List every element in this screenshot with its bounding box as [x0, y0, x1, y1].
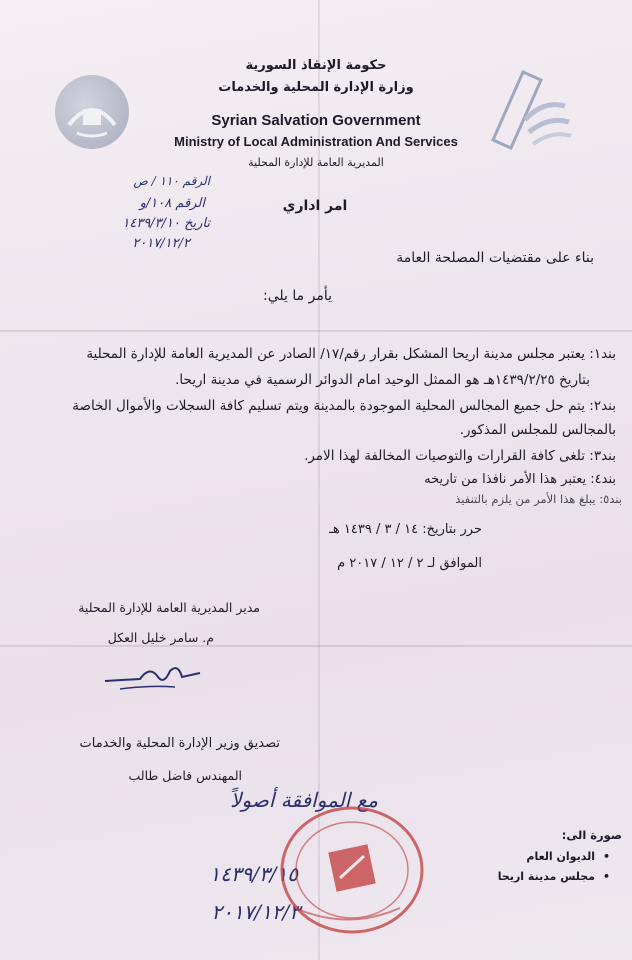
document-title: امر اداري	[282, 198, 348, 214]
header-english-line2: Ministry of Local Administration And Services	[174, 134, 458, 149]
director-signature	[100, 655, 210, 695]
clause-4: بند٤: يعتبر هذا الأمر نافذا من تاريخه	[424, 472, 616, 487]
reference-hijri-date: تاريخ ١٤٣٩/٣/١٠	[122, 216, 210, 231]
preamble: بناء على مقتضيات المصلحة العامة	[396, 250, 594, 266]
issued-hijri: حرر بتاريخ: ١٤ / ٣ / ١٤٣٩ هـ	[329, 522, 482, 537]
paper-fold	[0, 645, 632, 647]
header-arabic-line2: وزارة الإدارة المحلية والخدمات	[218, 80, 414, 95]
paper-fold	[0, 330, 632, 332]
reference-top: الرقم ١١٠ / ص	[133, 174, 210, 188]
clause-1a: بند١: يعتبر مجلس مدينة اريحا المشكل بقرار رقم/١٧/ الصادر عن المديرية العامة للإدارة المحلية	[86, 346, 616, 362]
copies-heading: صورة الى:	[561, 828, 622, 842]
clause-5: بند٥: يبلغ هذا الأمر من يلزم بالتنفيذ	[455, 492, 622, 506]
director-title: مدير المديرية العامة للإدارة المحلية	[78, 600, 260, 615]
minister-handwritten-date1: ١٤٣٩/٣/١٥	[209, 862, 298, 886]
clause-3: بند٣: تلغى كافة القرارات والتوصيات المخالفة لهذا الامر.	[304, 448, 616, 464]
minister-handwritten-note: مع الموافقة أصولاً	[230, 788, 378, 812]
copies-item: •الديوان العام	[526, 850, 610, 863]
header-arabic-line3: المديرية العامة للإدارة المحلية	[248, 156, 384, 169]
minister-handwritten-date2: ٢٠١٧/١٢/٣	[211, 900, 300, 924]
clause-2b: بالمجالس للمجلس المذكور.	[459, 422, 616, 438]
clause-1b: بتاريخ ١٤٣٩/٢/٢٥هـ هو الممثل الوحيد امام الدوائر الرسمية في مدينة اريحا.	[175, 372, 590, 388]
minister-title: تصديق وزير الإدارة المحلية والخدمات	[79, 736, 280, 751]
header-english-line1: Syrian Salvation Government	[211, 112, 421, 129]
reference-number: الرقم ١٠٨/و	[139, 196, 205, 211]
copies-item: •مجلس مدينة اريحا	[497, 870, 610, 883]
ministry-stamp	[270, 800, 430, 940]
minister-name: المهندس فاضل طالب	[128, 768, 242, 783]
director-name: م. سامر خليل العكل	[107, 630, 214, 645]
issued-greg: الموافق لـ ٢ / ١٢ / ٢٠١٧ م	[337, 556, 482, 571]
header-arabic-line1: حكومة الإنقاذ السورية	[245, 58, 387, 73]
order-intro: يأمر ما يلي:	[263, 288, 332, 304]
reference-greg-date: ٢٠١٧/١٢/٢	[132, 236, 190, 251]
clause-2a: بند٢: يتم حل جميع المجالس المحلية الموجودة بالمدينة ويتم تسليم كافة السجلات والأموال الخاصة	[72, 398, 616, 414]
